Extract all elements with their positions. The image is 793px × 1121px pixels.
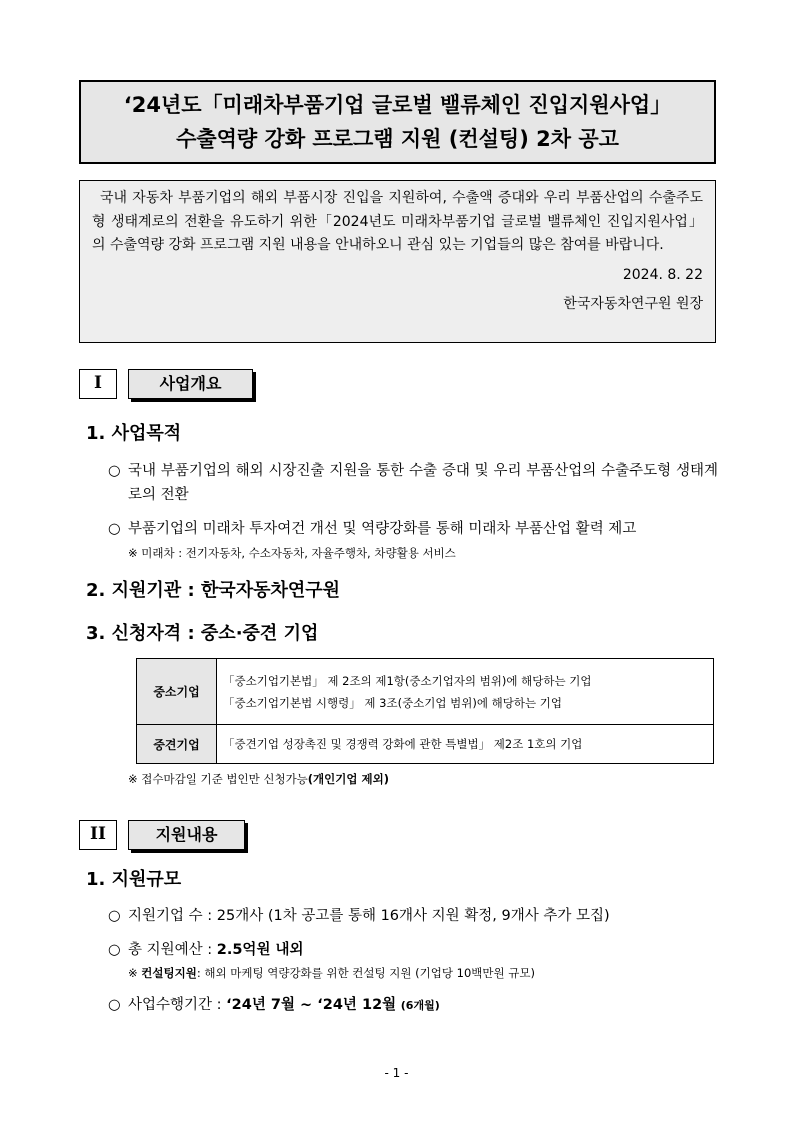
eligibility-note-text: ※ 접수마감일 기준 법인만 신청가능: [128, 772, 308, 786]
purpose-heading: 1. 사업목적: [86, 423, 182, 444]
agency-heading: 2. 지원기관 : 한국자동차연구원: [86, 580, 341, 601]
consulting-label: 컨설팅지원: [141, 966, 197, 980]
purpose-bullet-1: [108, 459, 718, 507]
bullet-circle-icon: ○: [108, 908, 121, 924]
consulting-text: : 해외 마케팅 역량강화를 위한 컨설팅 지원 (기업당 10백만원 규모): [196, 966, 535, 980]
eligibility-note: [128, 771, 389, 787]
eligibility-table: [136, 658, 714, 764]
intro-org: 한국자동차연구원 원장: [563, 296, 703, 312]
intro-date: 2024. 8. 22: [622, 266, 703, 283]
scale-bullet-period: [108, 993, 728, 1018]
eligibility-desc-midsize: [217, 725, 714, 764]
purpose-bullet-1-text: 국내 부품기업의 해외 시장진출 지원을 통한 수출 증대 및 우리 부품산업의 수출주도형 생태계로의 전환: [128, 463, 718, 503]
section-2-title: 지원내용: [128, 820, 245, 850]
bullet-circle-icon: ○: [108, 942, 121, 958]
consulting-note: [128, 965, 535, 981]
eligibility-label-midsize: 중견기업: [137, 725, 217, 764]
bullet-circle-icon: ○: [108, 463, 121, 479]
bullet-circle-icon: ○: [108, 521, 121, 537]
purpose-bullet-2-text: 부품기업의 미래차 투자여건 개선 및 역량강화를 통해 미래차 부품산업 활력 제고: [128, 521, 637, 537]
period-label: 사업수행기간 :: [128, 997, 227, 1013]
table-row: [137, 659, 714, 725]
title-line-2: 수출역량 강화 프로그램 지원 (컨설팅) 2차 공고: [176, 127, 619, 151]
purpose-bullet-2: [108, 517, 728, 541]
intro-text: 국내 자동차 부품기업의 해외 부품시장 진입을 지원하여, 수출액 증대와 우리 부품산업의 수출주도형 생태계로의 전환을 유도하기 위한「2024년도 미래차부품기업 글로벌 밸류체인 진입지원사업」의 수출역량 강화 프로그램 지원 내용을 안내하오니 관심 있는 기업들의 많은 참여를 바랍니다.: [92, 190, 703, 253]
section-1-number: I: [79, 369, 117, 399]
title-line-1: ‘24년도「미래차부품기업 글로벌 밸류체인 진입지원사업」: [123, 93, 672, 117]
table-row: [137, 725, 714, 764]
eligibility-desc-sme: [217, 659, 714, 725]
eligibility-label-sme: 중소기업: [137, 659, 217, 725]
eligibility-heading: 3. 신청자격 : 중소·중견 기업: [86, 623, 319, 644]
scale-bullet-companies: [108, 904, 728, 928]
eligibility-line: 「중소기업기본법」 제 2조의 제1항(중소기업자의 범위)에 해당하는 기업: [223, 673, 592, 688]
budget-label: 총 지원예산 :: [128, 942, 217, 958]
note-mark: ※: [128, 966, 138, 980]
purpose-note: ※ 미래차 : 전기자동차, 수소자동차, 자율주행차, 차량활용 서비스: [128, 546, 456, 560]
eligibility-line: 「중소기업기본법 시행령」 제 3조(중소기업 범위)에 해당하는 기업: [223, 695, 562, 710]
bullet-circle-icon: ○: [108, 997, 121, 1013]
period-months: (6개월): [400, 999, 440, 1012]
eligibility-line: 「중견기업 성장촉진 및 경쟁력 강화에 관한 특별법」 제2조 1호의 기업: [223, 737, 583, 751]
scale-heading: 1. 지원규모: [86, 869, 182, 890]
scale-companies-text: 지원기업 수 : 25개사 (1차 공고를 통해 16개사 지원 확정, 9개사 추가 모집): [128, 908, 610, 924]
page-number: - 1 -: [384, 1066, 409, 1080]
section-1-title: 사업개요: [128, 369, 253, 399]
scale-bullet-budget: [108, 938, 728, 962]
eligibility-note-bold: (개인기업 제외): [307, 772, 389, 786]
intro-box: [79, 180, 716, 343]
section-2-number: II: [79, 820, 117, 850]
document-title-box: [79, 80, 716, 164]
budget-value: 2.5억원 내외: [216, 942, 304, 958]
period-value: ‘24년 7월 ~ ‘24년 12월: [226, 997, 397, 1013]
